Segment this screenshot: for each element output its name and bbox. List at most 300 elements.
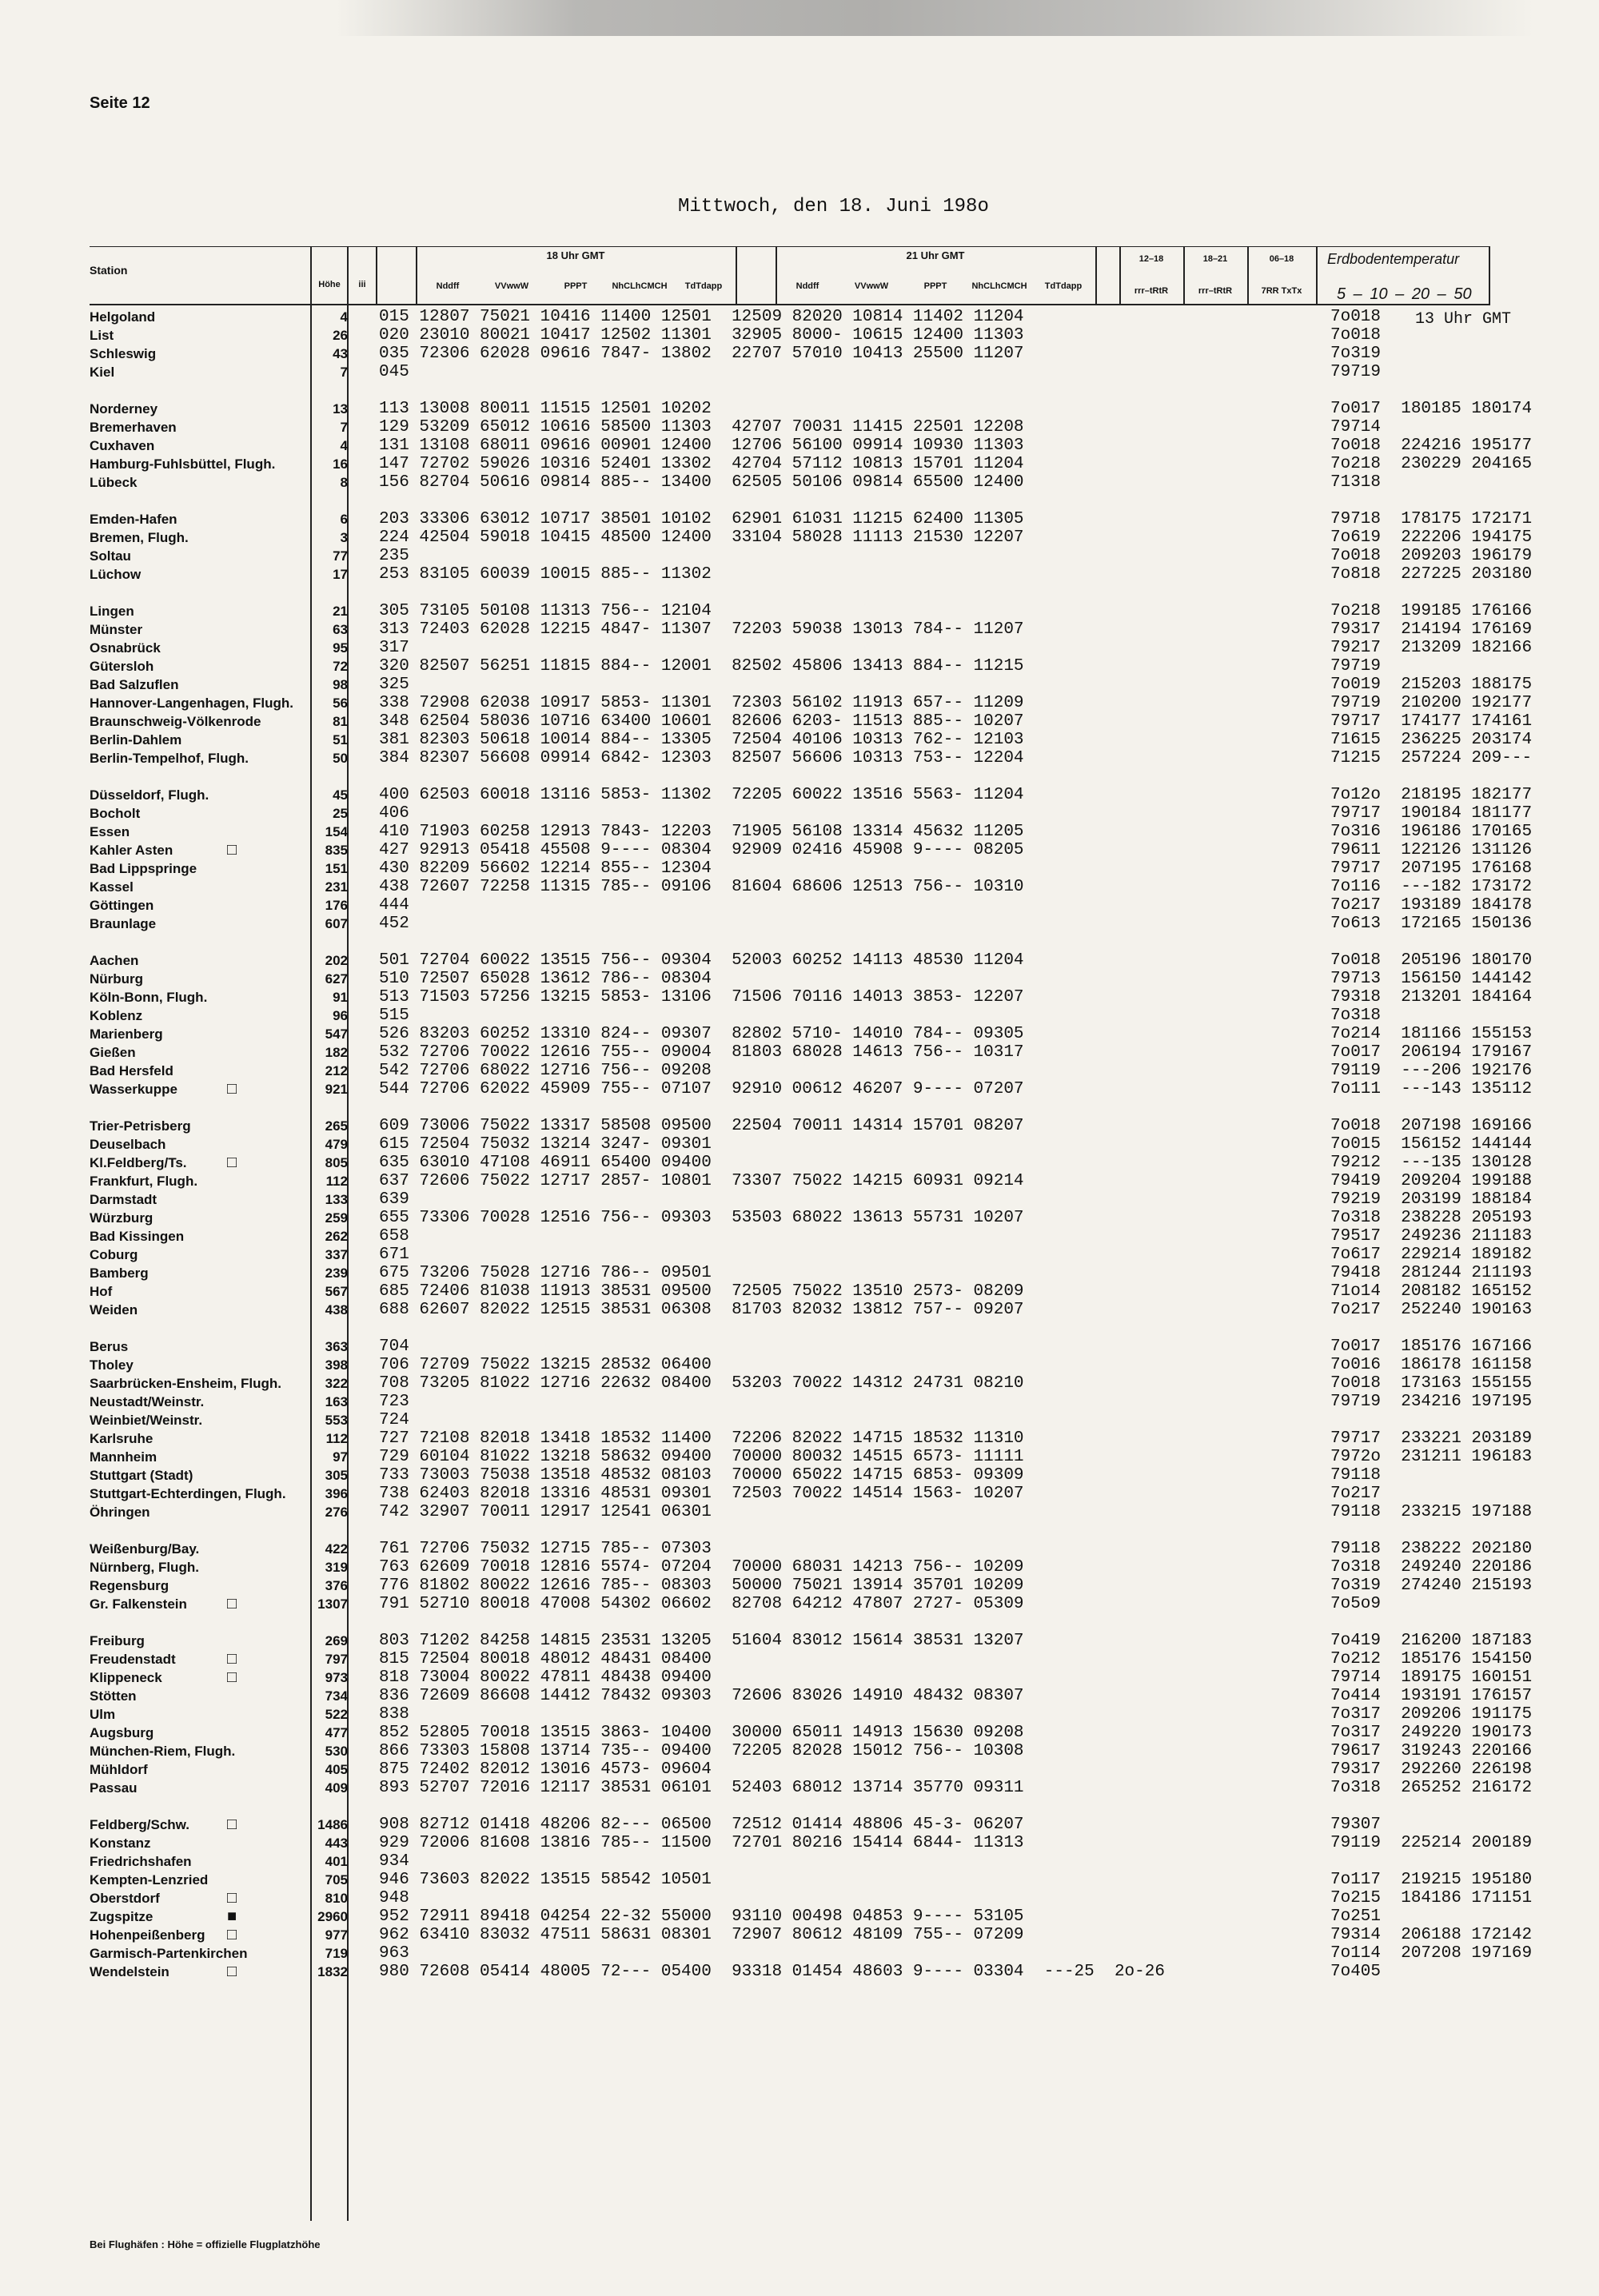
station-height: 239 [325, 1266, 348, 1281]
soil-temperature-row: 7972o 231211 196183 [1330, 1448, 1533, 1466]
group-spacer [379, 1797, 1165, 1816]
station-height: 154 [325, 824, 348, 839]
soil-temperature-row: 7o319 274240 215193 [1330, 1577, 1533, 1595]
observation-row: 131 13108 68011 09616 00901 12400 12706 56100 09914 10930 11303 [379, 436, 1024, 455]
station-name: Kahler Asten □ [90, 841, 237, 859]
observation-row: 444 [379, 896, 409, 915]
group-spacer [1330, 381, 1532, 400]
soil-temperature-row: 79717 190184 181177 [1330, 804, 1533, 823]
observation-row: 015 12807 75021 10416 11400 12501 12509 82020 10814 11402 11204 [379, 308, 1024, 326]
observation-row: 893 52707 72016 12117 38531 06101 52403 68012 13714 35770 09311 [379, 1779, 1024, 1797]
station-height: 398 [325, 1357, 348, 1373]
observation-row: 156 82704 50616 09814 885-- 13400 62505 50106 09814 65500 12400 [379, 473, 1024, 492]
station-height: 8 [340, 475, 348, 490]
station-height: 98 [333, 677, 348, 692]
soil-temperature-row: 7o214 181166 155153 [1330, 1025, 1533, 1043]
soil-temperature-row: 7o218 199185 176166 [1330, 602, 1533, 620]
station-height: 96 [333, 1008, 348, 1023]
station-name: Weißenburg/Bay. [90, 1541, 200, 1557]
group-spacer [379, 767, 1165, 786]
observation-row: 763 62609 70018 12816 5574- 07204 70000 68031 14213 756-- 10209 [379, 1558, 1024, 1577]
station-height: 337 [325, 1247, 348, 1262]
soil-temperature-row: 7o251 [1330, 1907, 1382, 1926]
soil-temperature-row: 79118 238222 202180 [1330, 1540, 1533, 1558]
mountain-station-marker: □ [227, 841, 237, 859]
mountain-station-marker: □ [227, 1668, 237, 1686]
mountain-station-marker: □ [227, 1595, 237, 1612]
date-line: Mittwoch, den 18. Juni 198o [678, 196, 989, 217]
soil-temperature-row: 79119 225214 200189 [1330, 1834, 1533, 1852]
soil-temperature-row: 7o114 207208 197169 [1330, 1944, 1533, 1963]
observation-row: 338 72908 62038 10917 5853- 11301 72303 56102 11913 657-- 11209 [379, 694, 1024, 712]
station-name: Bremerhaven [90, 420, 177, 435]
soil-temperature-row: 7o217 [1330, 1485, 1382, 1503]
station-name: Münster [90, 622, 143, 637]
station-name: Karlsruhe [90, 1431, 154, 1446]
soil-temperature-row: 7o117 219215 195180 [1330, 1871, 1533, 1889]
station-height: 443 [325, 1836, 348, 1851]
observation-row: 934 [379, 1852, 409, 1871]
observation-row: 501 72704 60022 13515 756-- 09304 52003 60252 14113 48530 11204 [379, 951, 1024, 970]
station-name: München-Riem, Flugh. [90, 1744, 236, 1759]
observation-row: 325 [379, 676, 409, 694]
group-spacer [288, 584, 348, 602]
erdboden-header: Erdbodentemperatur [1327, 251, 1460, 267]
observation-row: 317 [379, 639, 409, 657]
soil-temperature-row: 79718 178175 172171 [1330, 510, 1533, 528]
soil-temperature-row: 79713 156150 144142 [1330, 970, 1533, 988]
observation-row: 866 73303 15808 13714 735-- 09400 72205 82028 15012 756-- 10308 [379, 1742, 1024, 1760]
observation-row: 400 62503 60018 13116 5853- 11302 72205 60022 13516 5563- 11204 [379, 786, 1024, 804]
soil-temperature-row: 71318 [1330, 473, 1382, 492]
c18-nddff: Nddff [436, 281, 460, 291]
hoehe-header: Höhe [318, 280, 341, 289]
observation-row: 381 82303 50618 10014 884-- 13305 72504 40106 10313 762-- 12103 [379, 731, 1024, 749]
station-height: 401 [325, 1854, 348, 1869]
soil-temperature-row [1330, 1852, 1532, 1871]
station-height: 112 [325, 1174, 348, 1189]
station-height: 2960 [317, 1909, 348, 1924]
station-name: Berlin-Dahlem [90, 732, 182, 747]
station-name: Stuttgart (Stadt) [90, 1468, 193, 1483]
soil-temperature-row: 7o12o 218195 182177 [1330, 786, 1533, 804]
mountain-station-marker: □ [227, 1889, 237, 1907]
station-name: Norderney [90, 401, 158, 417]
period-18-21-sub: rrr–tRtR [1198, 286, 1233, 296]
station-name: Bremen, Flugh. [90, 530, 189, 545]
station-name: Freudenstadt □ [90, 1650, 237, 1668]
station-name: Saarbrücken-Ensheim, Flugh. [90, 1376, 281, 1391]
station-height: 3 [340, 530, 348, 545]
station-height: 530 [325, 1744, 348, 1759]
observation-row: 836 72609 86608 14412 78432 09303 72606 83026 14910 48432 08307 [379, 1687, 1024, 1705]
observation-row: 733 73003 75038 13518 48532 08103 70000 65022 14715 6853- 09309 [379, 1466, 1024, 1485]
soil-temperature-row: 79318 213201 184164 [1330, 988, 1533, 1006]
soil-temperature-row: 7o018 [1330, 308, 1382, 326]
observation-row: 224 42504 59018 10415 48500 12400 33104 58028 11113 21530 12207 [379, 528, 1024, 547]
station-name: Passau [90, 1780, 138, 1796]
observation-row: 348 62504 58036 10716 63400 10601 82606 6203- 11513 885-- 10207 [379, 712, 1024, 731]
footnote: Bei Flughäfen : Höhe = offizielle Flugplatzhöhe [90, 2238, 321, 2250]
station-name: Oberstdorf □ [90, 1889, 237, 1907]
station-name: Regensburg [90, 1578, 169, 1593]
soil-temperature-row: 7o215 184186 171151 [1330, 1889, 1533, 1907]
station-height: 276 [325, 1505, 348, 1520]
observation-row: 635 63010 47108 46911 65400 09400 [379, 1154, 712, 1172]
soil-temperature-row: 79611 122126 131126 [1330, 841, 1533, 859]
c21-clouds: NhCLhCMCH [971, 281, 1027, 291]
observation-row: 639 [379, 1190, 409, 1209]
station-name: Köln-Bonn, Flugh. [90, 990, 208, 1005]
station-height: 479 [325, 1137, 348, 1152]
group-spacer [1330, 1797, 1532, 1816]
soil-temperature-row: 79714 [1330, 418, 1382, 436]
header-top-rule [90, 246, 1490, 247]
soil-temperature-row: 79212 ---135 130128 [1330, 1154, 1533, 1172]
observation-row: 706 72709 75022 13215 28532 06400 [379, 1356, 712, 1374]
soil-temperature-row: 79419 209204 199188 [1330, 1172, 1533, 1190]
group-spacer [288, 767, 348, 786]
observation-row: 438 72607 72258 11315 785-- 09106 81604 68606 12513 756-- 10310 [379, 878, 1024, 896]
station-height: 45 [333, 787, 348, 803]
c21-dew: TdTdapp [1044, 281, 1083, 291]
station-name: Würzburg [90, 1210, 154, 1226]
observation-row: 235 [379, 547, 409, 565]
observation-row: 815 72504 80018 48012 48431 08400 [379, 1650, 712, 1668]
station-height: 835 [325, 843, 348, 858]
station-name: Emden-Hafen [90, 512, 177, 527]
station-name: Hamburg-Fuhlsbüttel, Flugh. [90, 456, 276, 472]
period-06-18: 06–18 [1269, 254, 1294, 264]
observation-row: 729 60104 81022 13218 58632 09400 70000 80032 14515 6573- 11111 [379, 1448, 1024, 1466]
station-height: 305 [325, 1468, 348, 1483]
soil-temperature-row: 7o414 193191 176157 [1330, 1687, 1533, 1705]
iii-right-rule [376, 246, 377, 304]
observation-row: 430 82209 56602 12214 855-- 12304 [379, 859, 712, 878]
station-height: 50 [333, 751, 348, 766]
observation-row: 952 72911 89418 04254 22-32 55000 93110 00498 04853 9---- 53105 [379, 1907, 1024, 1926]
soil-temperature-row: 7o018 207198 169166 [1330, 1117, 1533, 1135]
soil-temperature-row: 79317 214194 176169 [1330, 620, 1533, 639]
observation-row: 803 71202 84258 14815 23531 13205 51604 83012 15614 38531 13207 [379, 1632, 1024, 1650]
soil-temperature-row: 79717 207195 176168 [1330, 859, 1533, 878]
soil-temperature-row: 7o018 209203 196179 [1330, 547, 1533, 565]
station-name: Wasserkuppe □ [90, 1080, 237, 1098]
observation-row: 962 63410 83032 47511 58631 08301 72907 80612 48109 755-- 07209 [379, 1926, 1024, 1944]
station-name: Lüchow [90, 567, 142, 582]
soil-temperature-row: 7o613 172165 150136 [1330, 915, 1533, 933]
soil-temperature-row [1330, 1411, 1532, 1429]
header-bottom-rule [90, 304, 1490, 305]
station-name: Zugspitze ■ [90, 1907, 237, 1925]
station-height: 376 [325, 1578, 348, 1593]
station-height: 133 [325, 1192, 348, 1207]
time21-header: 21 Uhr GMT [906, 249, 965, 261]
station-name: Hohenpeißenberg □ [90, 1926, 237, 1943]
observation-row: 727 72108 82018 13418 18532 11400 72206 82022 14715 18532 11310 [379, 1429, 1024, 1448]
station-height: 627 [325, 971, 348, 987]
station-height: 212 [325, 1063, 348, 1078]
observation-row: 742 32907 70011 12917 12541 06301 [379, 1503, 712, 1521]
station-height: 112 [325, 1431, 348, 1446]
observation-row: 253 83105 60039 10015 885-- 11302 [379, 565, 712, 584]
observation-row: 410 71903 60258 12913 7843- 12203 71905 56108 13314 45632 11205 [379, 823, 1024, 841]
station-name: Cuxhaven [90, 438, 155, 453]
station-name: Bad Kissingen [90, 1229, 185, 1244]
observation-row: 609 73006 75022 13317 58508 09500 22504 70011 14314 15701 08207 [379, 1117, 1024, 1135]
station-height: 182 [325, 1045, 348, 1060]
station-height: 202 [325, 953, 348, 968]
soil-temperature-row: 7o016 186178 161158 [1330, 1356, 1533, 1374]
station-height: 1486 [317, 1817, 348, 1832]
observation-row: 526 83203 60252 13310 824-- 09307 82802 5710- 14010 784-- 09305 [379, 1025, 1024, 1043]
observation-row: 045 [379, 363, 409, 381]
mountain-station-marker: □ [227, 1650, 237, 1668]
soil-temperature-row: 7o111 ---143 135112 [1330, 1080, 1533, 1098]
station-name: Feldberg/Schw. □ [90, 1816, 237, 1833]
scan-noise-band [336, 0, 1535, 36]
station-name: Mannheim [90, 1449, 158, 1465]
observation-row: 510 72507 65028 13612 786-- 08304 [379, 970, 712, 988]
group-spacer [1330, 933, 1532, 951]
soil-temperature-column [1330, 308, 1532, 1981]
station-height: 607 [325, 916, 348, 931]
station-height: 13 [333, 401, 348, 417]
period-06-18-sub: 7RR TxTx [1261, 286, 1302, 296]
mountain-station-marker: □ [227, 1926, 237, 1943]
station-name: Osnabrück [90, 640, 161, 656]
soil-temperature-row: 7o218 230229 204165 [1330, 455, 1533, 473]
soil-temperature-row: 79118 [1330, 1466, 1382, 1485]
station-height: 77 [333, 548, 348, 564]
height-column [288, 308, 348, 1981]
group-spacer [1330, 1613, 1532, 1632]
observation-row: 544 72706 62022 45909 755-- 07107 92910 00612 46207 9---- 07207 [379, 1080, 1024, 1098]
soil-temperature-row: 7o019 215203 188175 [1330, 676, 1533, 694]
group-spacer [379, 933, 1165, 951]
observation-row: 875 72402 82012 13016 4573- 09604 [379, 1760, 712, 1779]
station-name: Bad Salzuflen [90, 677, 179, 692]
soil-right-rule [1489, 246, 1490, 304]
observation-row: 738 62403 82018 13316 48531 09301 72503 70022 14514 1563- 10207 [379, 1485, 1024, 1503]
station-height: 405 [325, 1762, 348, 1777]
station-height: 26 [333, 328, 348, 343]
group-spacer [1330, 1521, 1532, 1540]
observation-row: 704 [379, 1337, 409, 1356]
station-name: Tholey [90, 1357, 134, 1373]
soil-temperature-row: 7o318 249240 220186 [1330, 1558, 1533, 1577]
station-height: 7 [340, 365, 348, 380]
group-spacer [1330, 584, 1532, 602]
soil-temperature-row: 7o212 185176 154150 [1330, 1650, 1533, 1668]
soil-temperature-row: 79719 234216 197195 [1330, 1393, 1533, 1411]
soil-temperature-row: 7o217 252240 190163 [1330, 1301, 1533, 1319]
observation-row: 963 [379, 1944, 409, 1963]
station-name: Gütersloh [90, 659, 154, 674]
station-height: 21 [333, 604, 348, 619]
group-spacer [288, 933, 348, 951]
station-name: Kiel [90, 365, 115, 380]
station-name: Aachen [90, 953, 139, 968]
station-height: 553 [325, 1413, 348, 1428]
soil-temperature-row: 7o405 [1330, 1963, 1382, 1981]
soil-temperature-row: 71615 236225 203174 [1330, 731, 1533, 749]
soil-temperature-row: 79714 189175 160151 [1330, 1668, 1533, 1687]
soil-temperature-row: 7o017 180185 180174 [1330, 400, 1533, 418]
station-height: 231 [325, 879, 348, 895]
station-name: Neustadt/Weinstr. [90, 1394, 205, 1409]
station-height: 977 [325, 1927, 348, 1943]
station-height: 51 [333, 732, 348, 747]
group-spacer [379, 381, 1165, 400]
station-height: 705 [325, 1872, 348, 1887]
station-header: Station [90, 264, 128, 277]
soil-temperature-row: 7o5o9 [1330, 1595, 1382, 1613]
gmt13-label: 13 Uhr GMT [1415, 310, 1512, 329]
observation-row: 113 13008 80011 11515 12501 10202 [379, 400, 712, 418]
station-name: Braunlage [90, 916, 157, 931]
station-name: Hof [90, 1284, 113, 1299]
station-height: 4 [340, 309, 348, 325]
observation-row: 791 52710 80018 47008 54302 06602 82708 64212 47807 2727- 05309 [379, 1595, 1024, 1613]
station-name: Bocholt [90, 806, 141, 821]
station-height: 43 [333, 346, 348, 361]
soil-temperature-row: 7o318 238228 205193 [1330, 1209, 1533, 1227]
observation-row: 129 53209 65012 10616 58500 11303 42707 70031 11415 22501 12208 [379, 418, 1024, 436]
station-height: 4 [340, 438, 348, 453]
group-spacer [1330, 767, 1532, 786]
station-name: Düsseldorf, Flugh. [90, 787, 209, 803]
group-spacer [379, 492, 1165, 510]
station-height: 7 [340, 420, 348, 435]
observation-row: 908 82712 01418 48206 82--- 06500 72512 01414 48806 45-3- 06207 [379, 1816, 1024, 1834]
station-name: Kempten-Lenzried [90, 1872, 209, 1887]
c21-pppt: PPPT [923, 281, 947, 291]
station-name: Frankfurt, Flugh. [90, 1174, 198, 1189]
soil-temperature-row: 7o818 227225 203180 [1330, 565, 1533, 584]
station-height: 322 [325, 1376, 348, 1391]
station-name: Helgoland [90, 309, 156, 325]
soil-temperature-row: 7o116 ---182 173172 [1330, 878, 1533, 896]
station-height: 16 [333, 456, 348, 472]
station-height: 25 [333, 806, 348, 821]
observation-row: 852 52805 70018 13515 3863- 10400 30000 65011 14913 15630 09208 [379, 1724, 1024, 1742]
observation-row: 427 92913 05418 45508 9---- 08304 92909 02416 45908 9---- 08205 [379, 841, 1024, 859]
soil-temperature-row: 79219 203199 188184 [1330, 1190, 1533, 1209]
c18-dew: TdTdapp [684, 281, 723, 291]
observation-row: 818 73004 80022 47811 48438 09400 [379, 1668, 712, 1687]
group-spacer [379, 1098, 1165, 1117]
station-name: Gr. Falkenstein □ [90, 1595, 237, 1612]
station-name: Weinbiet/Weinstr. [90, 1413, 203, 1428]
observation-row: 320 82507 56251 11815 884-- 12001 82502 45806 13413 884-- 11215 [379, 657, 1024, 676]
station-name: Bamberg [90, 1266, 149, 1281]
station-height: 95 [333, 640, 348, 656]
station-name: Göttingen [90, 898, 154, 913]
observation-row: 761 72706 75032 12715 785-- 07303 [379, 1540, 712, 1558]
mountain-station-marker: □ [227, 1963, 237, 1980]
iii-header: iii [358, 280, 366, 289]
observation-row: 313 72403 62028 12215 4847- 11307 72203 59038 13013 784-- 11207 [379, 620, 1024, 639]
group-spacer [379, 1319, 1165, 1337]
soil-temperature-row: 79719 210200 192177 [1330, 694, 1533, 712]
observation-row: 452 [379, 915, 409, 933]
station-height: 805 [325, 1155, 348, 1170]
observation-row: 675 73206 75028 12716 786-- 09501 [379, 1264, 712, 1282]
observation-row: 708 73205 81022 12716 22632 08400 53203 70022 14312 24731 08210 [379, 1374, 1024, 1393]
station-name: Nürnberg, Flugh. [90, 1560, 199, 1575]
group-spacer [288, 1613, 348, 1632]
station-height: 567 [325, 1284, 348, 1299]
station-name: Kl.Feldberg/Ts. □ [90, 1154, 237, 1171]
soil-temperature-row: 79418 281244 211193 [1330, 1264, 1533, 1282]
group-spacer [379, 584, 1165, 602]
station-name: Schleswig [90, 346, 157, 361]
mountain-station-marker: □ [227, 1080, 237, 1098]
station-height: 396 [325, 1486, 348, 1501]
station-name: Deuselbach [90, 1137, 166, 1152]
period-12-18: 12–18 [1138, 254, 1164, 264]
station-name: Braunschweig-Völkenrode [90, 714, 261, 729]
soil-temperature-row: 71215 257224 209--- [1330, 749, 1533, 767]
soil-depths: 5 – 10 – 20 – 50 [1337, 285, 1472, 303]
observation-row: 203 33306 63012 10717 38501 10102 62901 61031 11215 62400 11305 [379, 510, 1024, 528]
station-height: 477 [325, 1725, 348, 1740]
c18-vvwww: VVwwW [494, 281, 529, 291]
mountain-station-marker: □ [227, 1816, 237, 1833]
soil-temperature-row: 79719 [1330, 363, 1382, 381]
soil-temperature-row: 7o316 196186 170165 [1330, 823, 1533, 841]
station-name: Ulm [90, 1707, 116, 1722]
mountain-station-marker: □ [227, 1154, 237, 1171]
soil-temperature-row: 7o317 249220 190173 [1330, 1724, 1533, 1742]
soil-temperature-row: 79317 292260 226198 [1330, 1760, 1533, 1779]
station-height: 319 [325, 1560, 348, 1575]
soil-temperature-row: 71o14 208182 165152 [1330, 1282, 1533, 1301]
observation-row: 946 73603 82022 13515 58542 10501 [379, 1871, 712, 1889]
station-name: Nürburg [90, 971, 144, 987]
soil-temperature-row: 7o017 185176 167166 [1330, 1337, 1533, 1356]
station-height: 797 [325, 1652, 348, 1667]
station-name: Stötten [90, 1688, 137, 1704]
station-name: Öhringen [90, 1505, 150, 1520]
station-height: 734 [325, 1688, 348, 1704]
observation-row: 929 72006 81608 13816 785-- 11500 72701 80216 15414 6844- 11313 [379, 1834, 1024, 1852]
station-height: 973 [325, 1670, 348, 1685]
group-spacer [288, 1797, 348, 1816]
station-height: 151 [325, 861, 348, 876]
station-name: Trier-Petrisberg [90, 1118, 191, 1134]
group-spacer [379, 1521, 1165, 1540]
station-height: 1307 [317, 1596, 348, 1612]
observation-row: 020 23010 80021 10417 12502 11301 32905 8000- 10615 12400 11303 [379, 326, 1024, 345]
station-height: 72 [333, 659, 348, 674]
soil-temperature-row: 7o318 [1330, 1006, 1382, 1025]
station-height: 56 [333, 696, 348, 711]
observation-row: 724 [379, 1411, 409, 1429]
soil-temperature-row: 7o318 265252 216172 [1330, 1779, 1533, 1797]
station-name: Weiden [90, 1302, 138, 1317]
observation-row: 655 73306 70028 12516 756-- 09303 53503 68022 13613 55731 10207 [379, 1209, 1024, 1227]
station-name: Berus [90, 1339, 129, 1354]
station-name: Wendelstein □ [90, 1963, 237, 1980]
soil-temperature-row: 7o619 222206 194175 [1330, 528, 1533, 547]
station-height: 81 [333, 714, 348, 729]
station-name: Mühldorf [90, 1762, 148, 1777]
station-height: 63 [333, 622, 348, 637]
station-name: Lübeck [90, 475, 138, 490]
soil-temperature-row: 7o317 209206 191175 [1330, 1705, 1533, 1724]
